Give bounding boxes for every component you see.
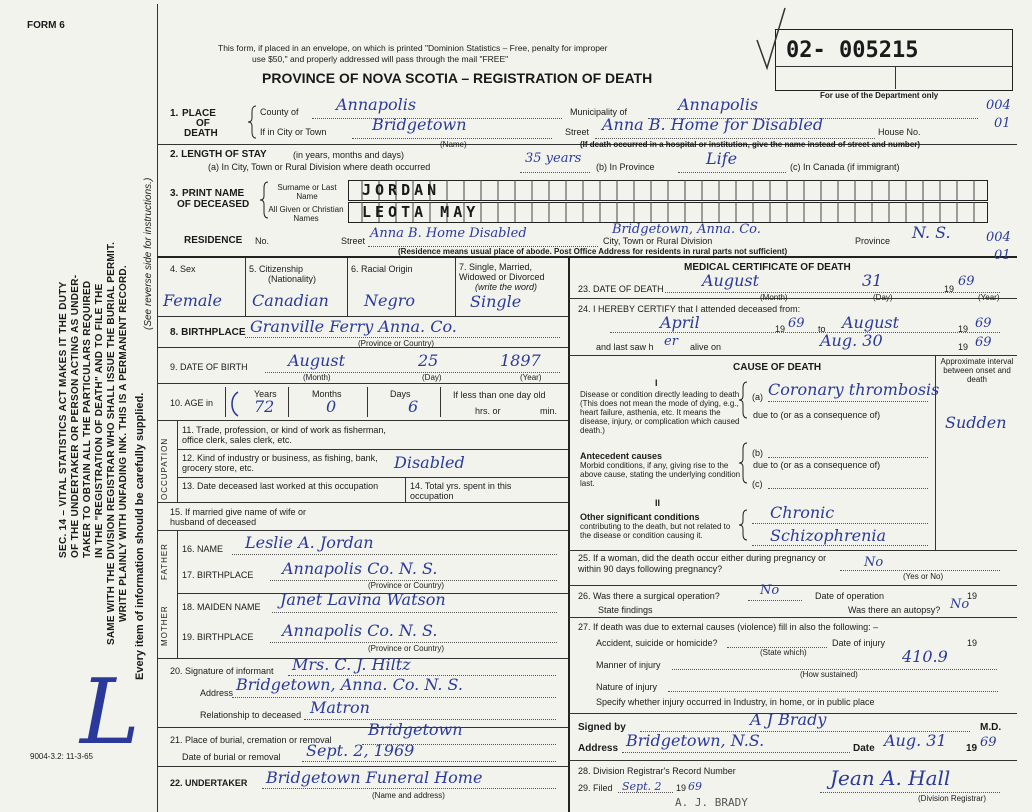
manner-label: Manner of injury [596,660,661,670]
from-year-prefix: 19 [775,324,786,334]
q27-label: 27. If death was due to external causes (violence) fill in also the following: – [578,622,879,632]
envelope-notice: This form, if placed in an envelope, on which is printed "Dominion Statistics – Free, penalty for improper [218,43,608,53]
c-label: (c) [752,479,763,489]
field-line [232,554,557,555]
undertaker-caption: (Name and address) [372,791,445,800]
due-to-label: due to (or as a consequence of) [753,460,881,470]
dept-use-label: For use of the Department only [820,91,939,100]
divider [568,355,1017,356]
dob-day: 25 [418,351,439,370]
to-month: August [842,313,900,332]
divider [177,530,178,658]
divider [157,766,568,767]
address-value: Bridgetown, N.S. [626,731,765,750]
field-line [768,488,928,489]
month-caption: (Month) [760,293,788,302]
divider [157,530,568,531]
hospital-note: (If death occurred in a hospital or institution, give the name instead of street and number) [580,140,921,149]
roman-1: I [655,378,658,388]
father-birthplace: Annapolis Co. N. S. [282,559,438,578]
racial-value: Negro [364,291,415,310]
field-line [840,570,1000,571]
citizenship-value: Canadian [252,291,329,310]
autopsy-label: Was there an autopsy? [848,605,941,615]
residence-label: RESIDENCE [184,235,243,246]
year-caption: (Year) [520,373,542,382]
informant-sig: Mrs. C. J. Hiltz [292,655,411,674]
stay-city-value: 35 years [525,151,582,166]
from-month: April [660,313,700,332]
mother-birthplace-label: 19. BIRTHPLACE [182,632,254,642]
surname-box [348,180,988,201]
divider [455,258,456,316]
date-year-prefix: 19 [966,743,978,754]
q14-label: 14. Total yrs. spent in this occupation [410,481,512,501]
sex-value: Female [163,291,222,310]
under-one-label: If less than one day old [453,390,546,400]
q12-label: 12. Kind of industry or business, as fishing, bank, grocery store, etc. [182,453,378,473]
given-label: All Given or Christian Names [268,205,344,223]
q23-label: 23. DATE OF DEATH [578,284,664,294]
divider [895,66,896,89]
divider [440,387,441,417]
medical-heading: MEDICAL CERTIFICATE OF DEATH [684,262,851,273]
other-value: Schizophrenia [770,526,887,545]
sidebar-line: SEC. 14 – VITAL STATISTICS ACT MAKES IT THE DUTY [58,281,69,558]
roman-2: II [655,498,661,508]
burial-place-label: 21. Place of burial, cremation or removal [170,735,332,745]
stay-note: (in years, months and days) [293,150,405,160]
signed-value: A J Brady [750,710,827,729]
field-line [232,697,556,698]
q11-label: 11. Trade, profession, or kind of work as fisherman, office clerk, sales clerk, etc. [182,425,386,445]
date-injury-label: Date of injury [832,638,886,648]
place-label: OF [196,118,210,129]
father-side-label: FATHER [160,543,169,580]
municipality-value: Annapolis [678,95,759,114]
a-interval: Sudden [945,413,1007,432]
dob-label: 9. DATE OF BIRTH [170,362,248,372]
form-title: PROVINCE OF NOVA SCOTIA – REGISTRATION OF DEATH [262,70,653,86]
divider [288,387,289,417]
county-label: County of [260,107,299,117]
dob-month: August [288,351,346,370]
q12-value: Disabled [394,453,465,472]
registrar-signature: Jean A. Hall [830,766,951,790]
dept-code: 004 [986,98,1011,113]
municipality-label: Municipality of [570,107,628,117]
field-line [595,138,875,139]
racial-label: 6. Racial Origin [351,264,413,274]
street-value: Anna B. Home for Disabled [602,115,824,134]
county-value: Annapolis [336,95,417,114]
stay-label: 2. LENGTH OF STAY [170,149,267,160]
undertaker-value: Bridgetown Funeral Home [266,768,483,787]
field-line [668,691,998,692]
divider [568,617,1017,618]
signed-label: Signed by [578,722,626,733]
divider [225,387,226,417]
date-year: 69 [980,735,997,750]
mother-caption: (Province or Country) [368,644,445,653]
residence-note: (Residence means usual place of abode. Post Office Address for residents in rural parts not sufficient) [398,247,788,256]
a-label: (a) [752,392,763,402]
md-label: M.D. [980,722,1002,733]
birthplace-caption: (Province or Country) [358,339,435,348]
q26-value: No [760,583,780,598]
divider [568,298,1017,299]
day-caption: (Day) [873,293,893,302]
dept-code: 004 [986,230,1011,245]
q25-label: 25. If a woman, did the death occur either during pregnancy or within 90 days following pregnancy? [578,553,827,574]
divider [245,258,246,316]
surname-value: JORDAN [362,181,441,199]
other-note: contributing to the death, but not related to the disease or condition causing it. [580,522,731,540]
field-line [302,761,556,762]
sex-label: 4. Sex [170,264,196,274]
residence-city-label: City, Town or Rural Division [603,236,713,246]
street-label: Street [565,127,590,137]
last-date: Aug. 30 [820,331,883,350]
occupation-side-label: OCCUPATION [160,437,169,500]
father-caption: (Province or Country) [368,581,445,590]
sidebar-line: Every item of information should be carefully supplied. [134,392,146,680]
divider [157,420,568,421]
mother-side-label: MOTHER [160,605,169,646]
field-line [272,612,557,613]
field-line [768,457,928,458]
birthplace-value: Granville Ferry Anna. Co. [250,317,457,336]
field-line [270,642,557,643]
q28-label: 28. Division Registrar's Record Number [578,766,736,776]
min-label: min. [540,406,558,416]
to-label: to [818,324,826,334]
father-name: Leslie A. Jordan [245,533,374,552]
divider [157,502,568,503]
citizenship-label: 5. Citizenship [249,264,304,274]
relationship-value: Matron [310,698,370,717]
field-line [262,788,556,789]
address-label: Address [578,743,619,754]
industry-label: Specify whether injury occurred in Industry, in home, or in public place [596,697,875,707]
marital-sub: (write the word) [475,282,538,292]
place-label: PLACE [182,108,216,119]
years-label: Years [254,389,277,399]
antecedent-label: Antecedent causes [580,451,663,461]
stay-city-label: (a) In City, Town or Rural Division where death occurred [208,162,431,172]
mother-maiden: Janet Lavina Watson [280,590,446,609]
q15-label: 15. If married give name of wife or husband of deceased [170,507,307,527]
divider [775,66,1012,67]
age-months: 0 [326,397,337,416]
other-value: Chronic [770,503,835,522]
death-year-prefix: 19 [944,284,955,294]
last-saw-er: er [664,334,678,349]
residence-no-label: No. [255,236,270,246]
sidebar-line: WRITE PLAINLY WITH UNFADING INK. THIS IS A PERMANENT RECORD. [118,265,129,622]
residence-street-label: Street [341,236,366,246]
age-years: 72 [254,397,275,416]
cause-heading: CAUSE OF DEATH [733,362,822,373]
citizenship-sub: (Nationality) [268,274,317,284]
filed-value: Sept. 2 [622,780,662,793]
other-label: Other significant conditions [580,512,700,522]
last-saw-label: and last saw h [596,342,654,352]
mother-maiden-label: 18. MAIDEN NAME [182,602,261,612]
father-birthplace-label: 17. BIRTHPLACE [182,570,254,580]
days-label: Days [390,389,411,399]
day-caption: (Day) [422,373,442,382]
divider [568,550,1017,551]
informant-sig-label: 20. Signature of informant [170,666,274,676]
main-border [157,4,158,812]
stay-canada-label: (c) In Canada (if immigrant) [790,162,900,172]
divider [177,420,178,502]
a-value: Coronary thrombosis [768,380,940,399]
field-line [622,752,850,753]
field-line [520,172,590,173]
marital-label: 7. Single, Married, Widowed or Divorced [459,262,545,282]
sidebar-line: IN THE "REGISTRATION OF DEATH" AND TO FILE THE [94,283,105,558]
marital-value: Single [470,292,522,311]
form-number: FORM 6 [27,20,65,31]
to-year: 69 [975,316,992,331]
given-value: LEOTA MAY [362,203,480,221]
death-day: 31 [862,271,883,290]
disease-label: Disease or condition directly leading to death (This does not mean the mode of dying, e.g., heart failure, asthenia, etc. It means the disease, injury, or complication which caused death.) [580,390,740,435]
informant-address-label: Address [200,688,234,698]
divider [405,477,406,502]
registrar-initial: L [80,660,140,765]
stay-province-value: Life [706,149,738,168]
burial-place: Bridgetown [368,720,463,739]
name-label-num: 3. [170,188,179,199]
divider [568,585,1017,586]
interval-label: Approximate interval between onset and death [940,357,1014,384]
birthplace-label: 8. BIRTHPLACE [170,327,246,338]
state-which-caption: (State which) [760,648,807,657]
q24-label: 24. I HEREBY CERTIFY that I attended deceased from: [578,304,801,314]
informant-address: Bridgetown, Anna. Co. N. S. [236,675,463,694]
divider [157,256,1017,258]
from-year: 69 [788,316,805,331]
name-label: PRINT NAME [182,188,245,199]
residence-street: Anna B. Home Disabled [370,226,527,241]
field-line [245,337,560,338]
q26-label: 26. Was there a surgical operation? [578,591,720,601]
city-label: If in City or Town [260,127,327,137]
filed-year-prefix: 19 [676,783,687,793]
year-prefix: 19 [967,638,978,648]
burial-date-label: Date of burial or removal [182,752,281,762]
date-label: Date [853,743,875,754]
q13-label: 13. Date deceased last worked at this occupation [182,481,379,491]
field-line [748,600,802,601]
autopsy-value: No [950,597,970,612]
sidebar-line: SAME WITH THE DIVISION REGISTRAR WHO SHALL ISSUE THE BURIAL PERMIT. [106,241,117,645]
relationship-label: Relationship to deceased [200,710,302,720]
nature-label: Nature of injury [596,682,658,692]
print-code: 9004-3.2: 11-3-65 [30,752,94,761]
father-name-label: 16. NAME [182,544,224,554]
registrar-caption: (Division Registrar) [918,794,987,803]
field-line [352,138,552,139]
city-value: Bridgetown [372,115,467,134]
divider [177,449,568,450]
sidebar-line: (See reverse side for instructions.) [143,177,154,330]
b-label: (b) [752,448,763,458]
residence-province-label: Province [855,236,891,246]
dept-code: 01 [994,116,1011,131]
stay-province-label: (b) In Province [596,162,655,172]
due-to-label: due to (or as a consequence of) [753,410,881,420]
divider [568,760,1017,761]
divider [367,387,368,417]
field-line [820,792,1000,793]
column-divider [568,256,570,812]
divider [347,258,348,316]
name-caption: (Name) [440,140,467,149]
field-line [768,401,928,402]
state-findings-label: State findings [598,605,653,615]
residence-province: N. S. [912,223,951,242]
icd-code: 410.9 [902,647,948,666]
death-month: August [702,271,760,290]
divider [157,383,568,384]
months-label: Months [312,389,342,399]
last-year-prefix: 19 [958,342,969,352]
name-label: OF DECEASED [177,199,250,210]
divider [157,727,568,728]
undertaker-label: 22. UNDERTAKER [170,778,248,788]
envelope-notice: use $50," and properly addressed will pass through the mail "FREE" [252,54,509,64]
field-line [752,545,928,546]
month-caption: (Month) [303,373,331,382]
filed-year: 69 [688,780,702,793]
date-value: Aug. 31 [884,731,947,750]
alive-on-label: alive on [690,342,722,352]
physician-stamp: A. J. BRADY [675,796,748,809]
to-year-prefix: 19 [958,324,969,334]
house-label: House No. [878,127,921,137]
accident-label: Accident, suicide or homicide? [596,638,718,648]
place-label: DEATH [184,128,218,139]
dept-code: 01 [994,248,1011,263]
q25-value: No [864,555,884,570]
surname-label: Surname or Last Name [277,183,337,201]
place-label-num: 1. [170,108,179,119]
age-label: 10. AGE in [170,398,214,408]
dob-year: 1897 [500,351,541,370]
antecedent-note: Morbid conditions, if any, giving rise to the above cause, stating the underlying condition last. [580,461,741,488]
mother-birthplace: Annapolis Co. N. S. [282,621,438,640]
hrs-label: hrs. or [475,406,501,416]
year-prefix: 19 [967,591,978,601]
field-line [752,523,928,524]
death-year: 69 [958,274,975,289]
date-op-label: Date of operation [815,591,885,601]
residence-city: Bridgetown, Anna. Co. [612,222,761,237]
q29-label: 29. Filed [578,783,613,793]
field-line [610,332,1000,333]
registration-number: 02- 005215 [786,38,919,63]
burial-date: Sept. 2, 1969 [306,741,415,760]
last-year: 69 [975,335,992,350]
sidebar-line: OF THE UNDERTAKER OR PERSON ACTING AS UNDER- [70,274,81,558]
divider [177,477,568,478]
age-days: 6 [408,397,419,416]
sidebar-line: TAKER TO OBTAIN ALL THE PARTICULARS REQUIRED [82,280,93,558]
how-sustained-caption: (How sustained) [800,670,858,679]
yes-no-caption: (Yes or No) [903,572,944,581]
year-caption: (Year) [978,293,1000,302]
field-line [678,172,786,173]
